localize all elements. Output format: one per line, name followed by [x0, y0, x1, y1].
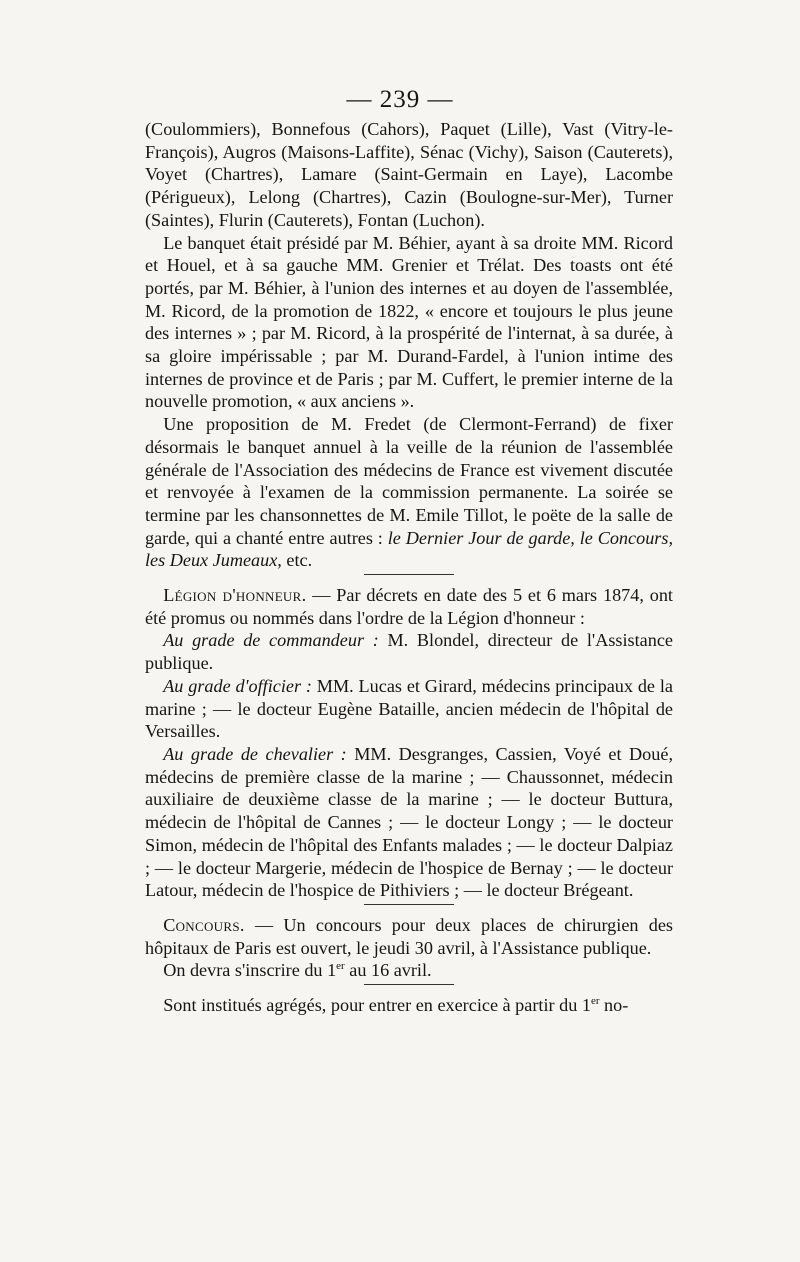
inscription-text-b: au 16 avril. — [344, 960, 432, 981]
inscription-text-a: On devra s'inscrire du 1 — [163, 960, 337, 981]
page-content — [145, 118, 673, 1017]
paragraph-concours — [145, 914, 673, 959]
song-titles: le Dernier Jour de garde, le Concours, les Deux Jumeaux, — [145, 527, 673, 571]
paragraph-inscription — [145, 959, 673, 982]
legion-heading: Légion d'honneur. — [163, 585, 307, 606]
inscription-sup: er — [336, 960, 345, 973]
paragraph-proposition — [145, 413, 673, 572]
page-number: — 239 — — [346, 86, 454, 113]
chevalier-text: MM. Desgranges, Cassien, Voyé et Doué, médecins de première classe de la marine ; — Chaussonnet, médecin auxiliaire de deuxième classe de la marine ; — le docteur Buttura, médecin de l'hôpital de Cannes ; — le docteur Longy ; — le docteur Simon, médecin de l'hôpital des Enfants malades ; — le docteur Dalpiaz ; — le docteur Margerie, médecin de l'hospice de Bernay ; — le docteur Latour, médecin de l'hospice de Pithiviers ; — le docteur Brégeant. — [145, 743, 673, 901]
chevalier-label: Au grade de chevalier : — [163, 743, 347, 764]
paragraph-commandeur — [145, 629, 673, 674]
paragraph-chevalier — [145, 743, 673, 902]
proposition-end: etc. — [281, 550, 313, 571]
agreges-text-a: Sont institués agrégés, pour entrer en exercice à partir du 1 — [163, 995, 591, 1016]
concours-heading: Concours. — [163, 914, 245, 935]
agreges-sup: er — [590, 994, 600, 1007]
paragraph-legion-honneur — [145, 584, 673, 629]
commandeur-label: Au grade de commandeur : — [163, 630, 379, 651]
legion-intro: — Par décrets en date des 5 et 6 mars 1874, ont été promus ou nommés dans l'ordre de la Légion d'honneur : — [145, 585, 673, 628]
proposition-text: Une proposition de M. Fredet (de Clermont-Ferrand) de fixer désormais le banquet annuel à la veille de la réunion de l'assemblée générale de l'Association des médecins de France est vivement discutée et renvoyée à l'examen de la commission permanente. La soirée se termine par les chansonnettes de M. Emile Tillot, le poëte de la salle de garde, qui a chanté entre autres : — [145, 414, 673, 548]
paragraph-agreges — [145, 994, 673, 1017]
officier-label: Au grade d'officier : — [163, 675, 312, 696]
commandeur-text: M. Blondel, directeur de l'Assistance publique. — [145, 630, 673, 674]
paragraph-officier — [145, 675, 673, 743]
paragraph-guest-list: (Coulommiers), Bonnefous (Cahors), Paquet (Lille), Vast (Vitry-le-François), Augros (Maisons-Laffite), Sénac (Vichy), Saison (Cauterets), Voyet (Chartres), Lamare (Saint-Germain en Laye), Lacombe (Périgueux), Lelong (Chartres), Cazin (Boulogne-sur-Mer), Turner (Saintes), Flurin (Cauterets), Fontan (Luchon). — [145, 119, 673, 230]
agreges-text-b: no- — [599, 995, 629, 1016]
officier-text: MM. Lucas et Girard, médecins principaux de la marine ; — le docteur Eugène Bataille, ancien médecin de l'hôpital de Versailles. — [145, 675, 673, 742]
concours-text: — Un concours pour deux places de chirurgien des hôpitaux de Paris est ouvert, le jeudi 30 avril, à l'Assistance publique. — [145, 914, 673, 958]
paragraph-banquet: Le banquet était présidé par M. Béhier, ayant à sa droite MM. Ricord et Houel, et à sa gauche MM. Grenier et Trélat. Des toasts ont été portés, par M. Béhier, à l'union des internes et au doyen de l'assemblée, M. Ricord, de la promotion de 1822, « encore et toujours le plus jeune des internes » ; par M. Ricord, à la prospérité de l'internat, à sa durée, à sa gloire impérissable ; par M. Durand-Fardel, à l'union intime des internes de province et de Paris ; par M. Cuffert, le premier interne de la nouvelle promotion, « aux anciens ». — [145, 232, 673, 412]
